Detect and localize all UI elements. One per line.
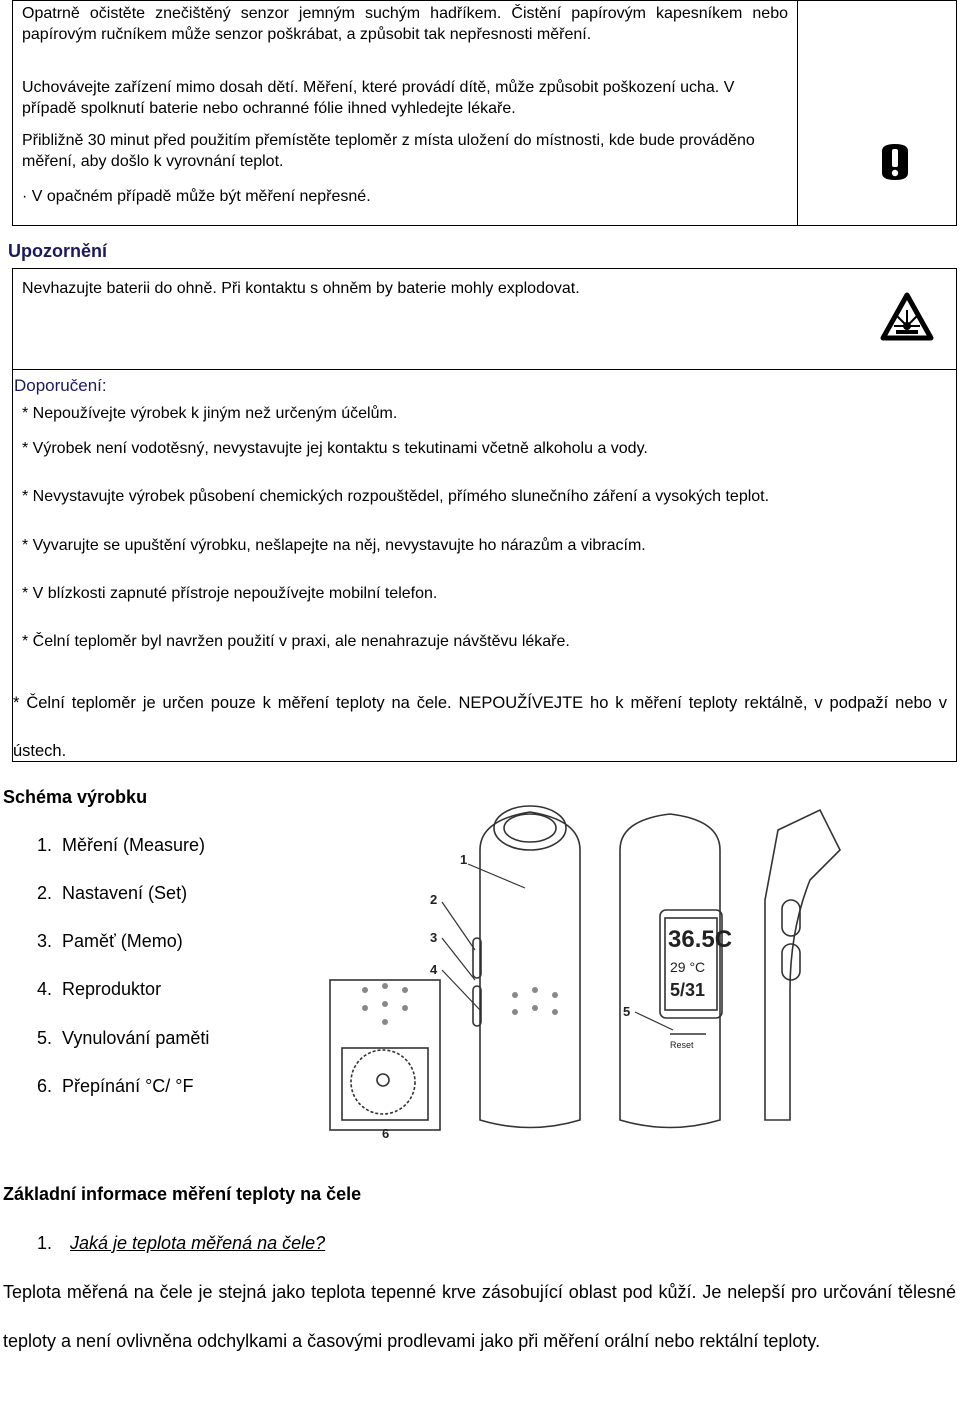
display-line-3: 5/31 <box>670 980 706 1000</box>
inaccuracy-note: · V opačném případě může být měření nepřesné. <box>22 188 371 205</box>
explosion-warning-icon <box>880 292 934 342</box>
product-diagram <box>320 790 880 1150</box>
safety-icon-cell <box>797 0 957 226</box>
basics-paragraph: Teplota měřená na čele je stejná jako teplota tepenné krve zásobující oblast pod kůží. Je nelepší pro určování tělesné teploty a není ovlivněna odchylkami a časovými prodlevami jako při měření orální nebo rektální teploty. <box>3 1282 956 1351</box>
warning-title: Upozornění <box>8 241 107 261</box>
diagram-label-5: 5 <box>623 1004 631 1019</box>
schema-title: Schéma výrobku <box>3 787 148 807</box>
diagram-label-1: 1 <box>460 852 468 867</box>
exclamation-icon <box>878 143 912 181</box>
diagram-label-2: 2 <box>430 892 438 907</box>
recommendation-item-3: * Nevystavujte výrobek působení chemických rozpouštědel, přímého slunečního záření a vysokých teplot. <box>22 488 770 505</box>
diagram-label-6: 6 <box>382 1126 390 1141</box>
display-temperature: 36.5C <box>668 926 733 953</box>
reset-label: Reset <box>670 1040 694 1050</box>
cleaning-paragraph: Opatrně očistěte znečištěný senzor jemným suchým hadříkem. Čistění papírovým kapesníkem nebo papírovým ručníkem může senzor poškrábat, a způsobit tak nepřesnosti měření. <box>22 5 788 43</box>
recommendation-item-1: * Nepoužívejte výrobek k jiným než určeným účelům. <box>22 405 398 422</box>
schema-item-unit-switch: 6. Přepínání °C/ °F <box>37 1076 194 1096</box>
recommendation-item-7: * Čelní teploměr je určen pouze k měření teploty na čele. NEPOUŽÍVEJTE ho k měření teploty rektálně, v podpaží nebo v ústech. <box>13 694 947 760</box>
warning-text: Nevhazujte baterii do ohně. Při kontaktu s ohněm by baterie mohly explodovat. <box>22 280 580 297</box>
recommendation-item-6: * Čelní teploměr byl navržen použití v praxi, ale nenahrazuje návštěvu lékaře. <box>22 633 570 650</box>
recommendation-item-5: * V blízkosti zapnuté přístroje nepoužívejte mobilní telefon. <box>22 585 438 602</box>
schema-item-measure: 1. Měření (Measure) <box>37 835 206 855</box>
schema-item-reset: 5. Vynulování paměti <box>37 1028 210 1048</box>
recommendation-item-4: * Vyvarujte se upuštění výrobku, nešlapejte na něj, nevystavujte ho nárazům a vibracím. <box>22 537 646 554</box>
question-text: Jaká je teplota měřená na čele? <box>70 1233 326 1253</box>
basics-title: Základní informace měření teploty na čele <box>3 1184 362 1204</box>
diagram-label-3: 3 <box>430 930 438 945</box>
recommendation-item-2: * Výrobek není vodotěsný, nevystavujte jej kontaktu s tekutinami včetně alkoholu a vody. <box>22 440 648 457</box>
diagram-label-4: 4 <box>430 962 438 977</box>
acclimatize-paragraph: Přibližně 30 minut před použitím přemístěte teploměr z místa uložení do místnosti, kde bude prováděno měření, aby došlo k vyrovnání teplot. <box>22 132 755 170</box>
recommendations-title: Doporučení: <box>14 376 107 395</box>
display-line-2: 29 °C <box>670 959 706 975</box>
schema-item-speaker: 4. Reproduktor <box>37 979 162 999</box>
schema-item-set: 2. Nastavení (Set) <box>37 883 188 903</box>
children-paragraph: Uchovávejte zařízení mimo dosah dětí. Měření, které provádí dítě, může způsobit poškození ucha. V případě spolknutí baterie nebo ochranné fólie ihned vyhledejte lékaře. <box>22 79 735 117</box>
schema-item-memo: 3. Paměť (Memo) <box>37 931 183 951</box>
question-number: 1. <box>37 1233 53 1253</box>
